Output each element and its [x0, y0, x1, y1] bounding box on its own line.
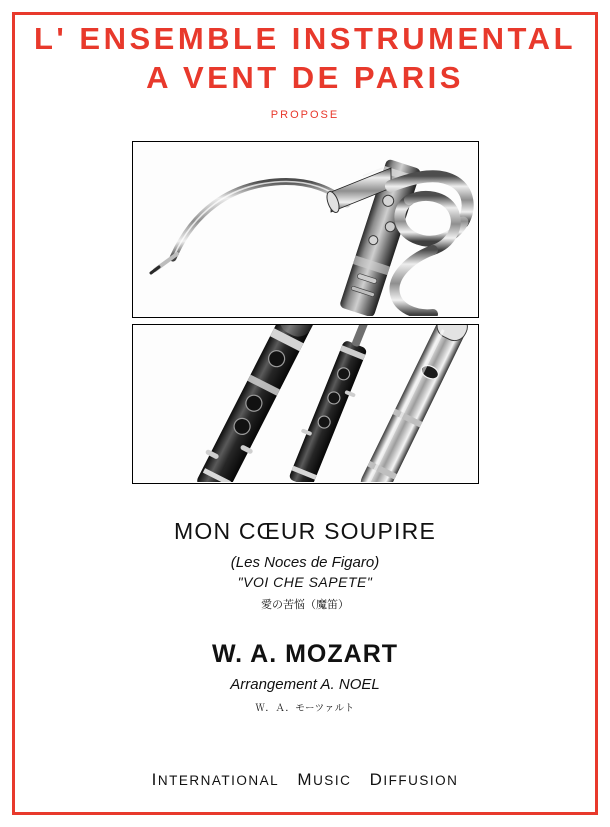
clarinet-oboe-flute-photo	[132, 324, 479, 484]
publisher-word3-capital: D	[369, 770, 384, 789]
work-title: MON CŒUR SOUPIRE	[174, 518, 436, 545]
publisher-word-music	[297, 770, 351, 789]
woodwinds-illustration	[133, 325, 477, 482]
bassoon-and-horn-illustration	[133, 142, 477, 316]
work-italian-title: "VOI CHE SAPETE"	[237, 574, 373, 591]
publisher-word1-rest: NTERNATIONAL	[157, 773, 280, 788]
publisher-word3-rest: IFFUSION	[383, 773, 459, 788]
ensemble-title-line-2: A VENT DE PARIS	[146, 59, 464, 95]
ensemble-title	[34, 22, 576, 95]
work-japanese-title: 愛の苦悩（魔笛）	[261, 599, 349, 612]
composer-name: W. A. MOZART	[211, 640, 399, 669]
arrangement-credit: Arrangement A. NOEL	[230, 676, 380, 694]
work-opera-source: (Les Noces de Figaro)	[230, 554, 380, 572]
bassoon-and-horn-photo	[132, 141, 479, 318]
publisher-name	[0, 770, 610, 790]
publisher-word1-capital: I	[151, 770, 158, 789]
ensemble-title-line-1: L' ENSEMBLE INSTRUMENTAL	[34, 21, 577, 56]
composer-block	[34, 640, 576, 714]
publisher-word-diffusion	[370, 770, 459, 789]
composer-japanese-name: Ｗ．Ａ．モーツァルト	[255, 703, 355, 715]
publisher-word-international	[152, 770, 280, 789]
work-title-block	[34, 518, 576, 612]
publisher-word2-rest: USIC	[313, 773, 352, 788]
publisher-word2-capital: M	[297, 770, 314, 789]
photo-group	[34, 141, 576, 484]
propose-label: PROPOSE	[270, 109, 340, 122]
